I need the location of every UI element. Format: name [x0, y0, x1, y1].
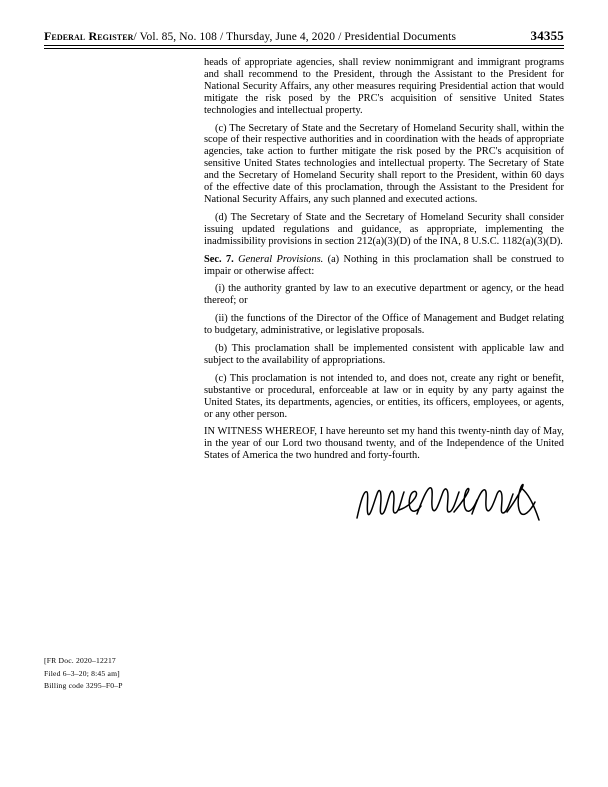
section-title: General Provisions. — [238, 253, 324, 265]
running-head-citation — [44, 29, 456, 44]
paragraph-continued — [204, 57, 564, 117]
paragraph-text: (a) Nothing in this proclamation shall be construed to impair or otherwise affect: — [204, 253, 564, 277]
body-text-column — [204, 57, 564, 462]
presidential-signature — [355, 480, 545, 540]
paragraph-c-1 — [204, 123, 564, 206]
publication-title: Federal Register — [44, 29, 134, 43]
paragraph-text: IN WITNESS WHEREOF, I have hereunto set my hand this twenty-ninth day of May, in the year of our Lord two thousand twenty, and of the Independence of the United States of America the two hundred and forty-fourth. — [204, 426, 564, 462]
paragraph-text: (i) the authority granted by law to an executive department or agency, or the head thereof; or — [204, 283, 564, 307]
witness-clause — [204, 426, 564, 462]
filed-line: Filed 6–3–20; 8:45 am] — [44, 668, 120, 678]
paragraph-text: (d) The Secretary of State and the Secretary of Homeland Security shall consider issuing updated regulations and guidance, as appropriate, implementing the inadmissibility provisions in section 212(a)(3)(D) of the INA, 8 U.S.C. 1182(a)(3)(D). — [204, 211, 564, 247]
page-number: 34355 — [530, 28, 564, 43]
running-head — [44, 28, 564, 44]
billing-code-line: Billing code 3295–F0–P — [44, 681, 123, 690]
paragraph-b — [204, 343, 564, 367]
paragraph-text: (c) This proclamation is not intended to, and does not, create any right or benefit, substantive or procedural, enforceable at law or in equity by any party against the United States, its departments, agencies, or entities, its officers, employees, or agents, or any other person. — [204, 372, 564, 420]
paragraph-d — [204, 212, 564, 248]
paragraph-text: (ii) the functions of the Director of the Office of Management and Budget relating to budgetary, administrative, or legislative proposals. — [204, 313, 564, 337]
section-7-heading-paragraph — [204, 254, 564, 278]
paragraph-i — [204, 283, 564, 307]
paragraph-text: (c) The Secretary of State and the Secretary of Homeland Security shall, within the scope of their respective authorities and in coordination with the heads of appropriate agencies, take action to further mitigate the risk posed by the PRC's acquisition of sensitive United States technologies and intellectual property. The Secretary of State and the Secretary of Homeland Security shall report to the President, within 60 days of the effective date of this proclamation, through the Assistant to the President for National Security Affairs, any such planned and executed actions. — [204, 122, 564, 205]
paragraph-c-2 — [204, 373, 564, 421]
section-number: Sec. 7. — [204, 253, 234, 265]
paragraph-ii — [204, 313, 564, 337]
docket-footer — [44, 655, 123, 693]
header-rule — [44, 45, 564, 49]
paragraph-text: heads of appropriate agencies, shall review nonimmigrant and immigrant programs and shall recommend to the President, through the Assistant to the President for National Security Affairs, any other measures requiring Presidential action that would mitigate the risk posed by the PRC's acquisition of sensitive United States technologies and intellectual property. — [204, 57, 564, 116]
paragraph-text: (b) This proclamation shall be implemented consistent with applicable law and subject to the availability of appropriations. — [204, 343, 564, 366]
fr-doc-line: [FR Doc. 2020–12217 — [44, 656, 116, 665]
citation-text: / Vol. 85, No. 108 / Thursday, June 4, 2020 / Presidential Documents — [133, 31, 457, 43]
